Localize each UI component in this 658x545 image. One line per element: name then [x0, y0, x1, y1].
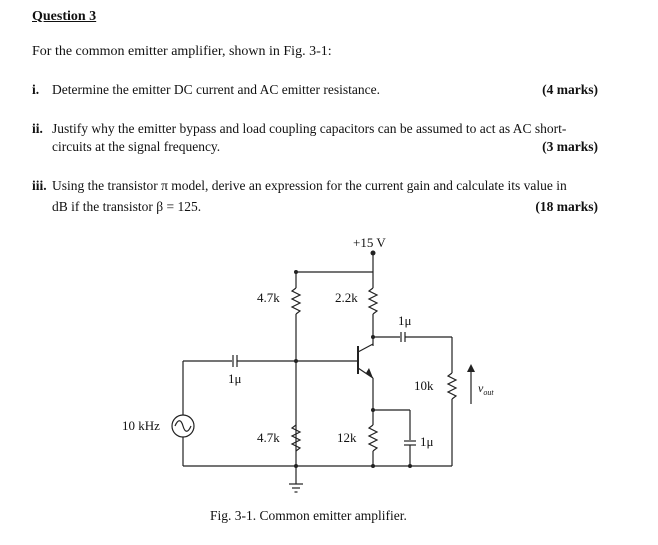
- question-title: Question 3: [32, 9, 97, 24]
- q1-text: Determine the emitter DC current and AC emitter resistance.: [52, 82, 381, 97]
- supply-terminal: [371, 251, 376, 256]
- vout-label: $v_{out}$: [478, 381, 494, 397]
- cap-out-label: 1μ: [398, 313, 412, 328]
- supply-label: +15 V: [353, 235, 386, 250]
- intro-text: For the common emitter amplifier, shown in Fig. 3-1:: [32, 44, 332, 59]
- sine-wave-icon: [175, 421, 191, 432]
- cap-in-label: 1μ: [228, 371, 242, 386]
- q3-text-line2: dB if the transistor β = 125.: [52, 199, 202, 214]
- rc-label: 2.2k: [335, 290, 358, 305]
- cap-e-label: 1μ: [420, 434, 434, 449]
- resistor-r1: [292, 288, 300, 314]
- emitter-arrow: [366, 368, 373, 378]
- resistor-rc: [369, 288, 377, 314]
- r1-label: 4.7k: [257, 290, 280, 305]
- q2-text-line2: circuits at the signal frequency.: [52, 139, 221, 154]
- figure-caption: Fig. 3-1. Common emitter amplifier.: [210, 508, 407, 523]
- q3-text-line1: Using the transistor π model, derive an expression for the current gain and calculate its value in: [52, 178, 567, 193]
- q2-number: ii.: [32, 121, 43, 136]
- re-label: 12k: [337, 430, 357, 445]
- resistor-rl: [448, 373, 456, 399]
- resistor-re: [369, 425, 377, 451]
- q2-marks: (3 marks): [542, 139, 598, 154]
- q1-marks: (4 marks): [542, 82, 598, 97]
- q1-number: i.: [32, 82, 40, 97]
- q3-marks: (18 marks): [535, 199, 598, 214]
- source-label: 10 kHz: [122, 418, 160, 433]
- r2-label: 4.7k: [257, 430, 280, 445]
- rl-label: 10k: [414, 378, 434, 393]
- q3-number: iii.: [32, 178, 47, 193]
- transistor-collector: [358, 344, 373, 352]
- q2-text-line1: Justify why the emitter bypass and load coupling capacitors can be assumed to act as AC short-: [52, 121, 567, 136]
